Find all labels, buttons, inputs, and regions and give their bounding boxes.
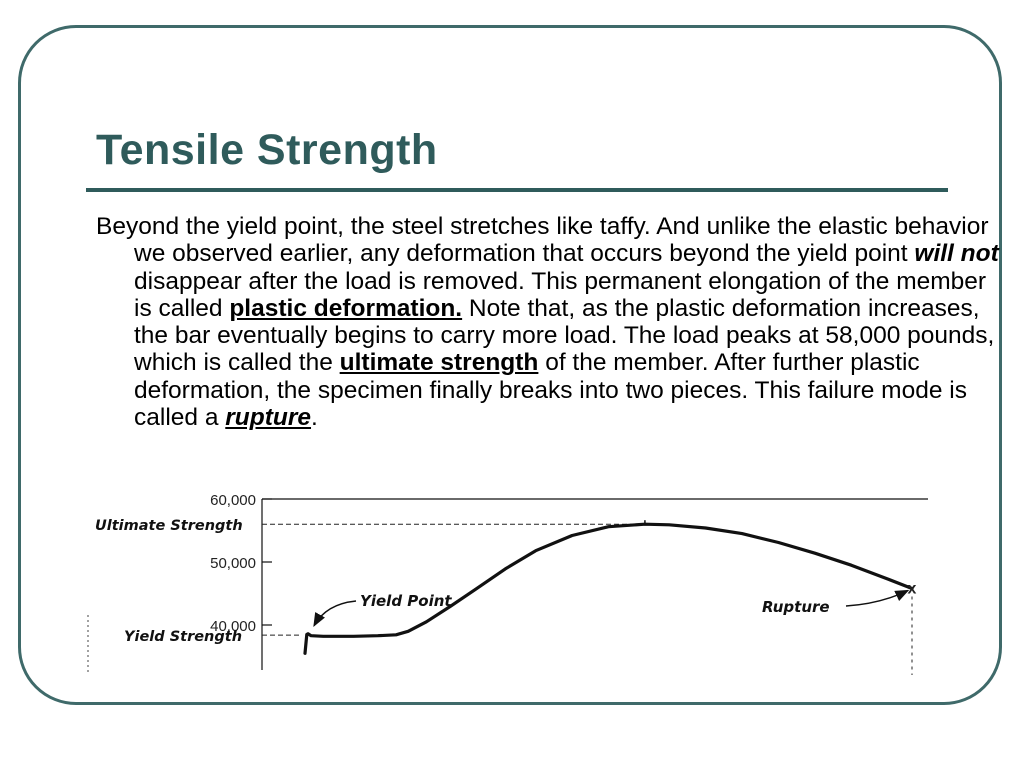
chart-svg (0, 470, 1024, 680)
y-tick-label: 50,000 (210, 555, 256, 572)
title-underline (86, 188, 948, 192)
paragraph-text-3: Note that, as the plastic deformation increases, the bar eventually begins to carry more load. The load peaks at 58,000 pounds, which is called the (134, 294, 995, 377)
paragraph-text-1: Beyond the yield point, the steel stretches like taffy. And unlike the elastic behavior we observed earlier, any deformation that occurs beyond the yield point (96, 213, 989, 268)
y-ticks (210, 492, 272, 635)
body-paragraph (96, 213, 1009, 431)
stress-strain-curve (305, 524, 912, 653)
reference-line-label: Ultimate Strength (95, 518, 243, 535)
rupture-term: rupture (225, 404, 312, 432)
rupture-arrow (846, 591, 908, 607)
plastic-deformation-term: plastic deformation. (229, 294, 463, 322)
paragraph-text-4: of the member. After further plastic deformation, the specimen finally breaks into two pieces. This failure mode is called a (134, 349, 967, 432)
yield-point-arrow (314, 601, 356, 626)
stress-strain-chart (0, 470, 1024, 680)
reference-line-label: Yield Strength (124, 629, 243, 646)
reference-lines (95, 518, 660, 645)
slide-title: Tensile Strength (96, 126, 438, 174)
rupture-x-marker: x (907, 580, 917, 598)
paragraph-text-5: . (311, 404, 318, 432)
rupture-annotation: Rupture (762, 598, 830, 616)
yield-point-annotation: Yield Point (360, 592, 452, 610)
y-tick-label: 40,000 (210, 618, 256, 635)
y-tick-label: 60,000 (210, 492, 256, 509)
paragraph-text-2: disappear after the load is removed. This permanent elongation of the member is called (134, 267, 987, 322)
ultimate-strength-term: ultimate strength (339, 349, 539, 377)
will-not-emphasis: will not (914, 240, 999, 268)
